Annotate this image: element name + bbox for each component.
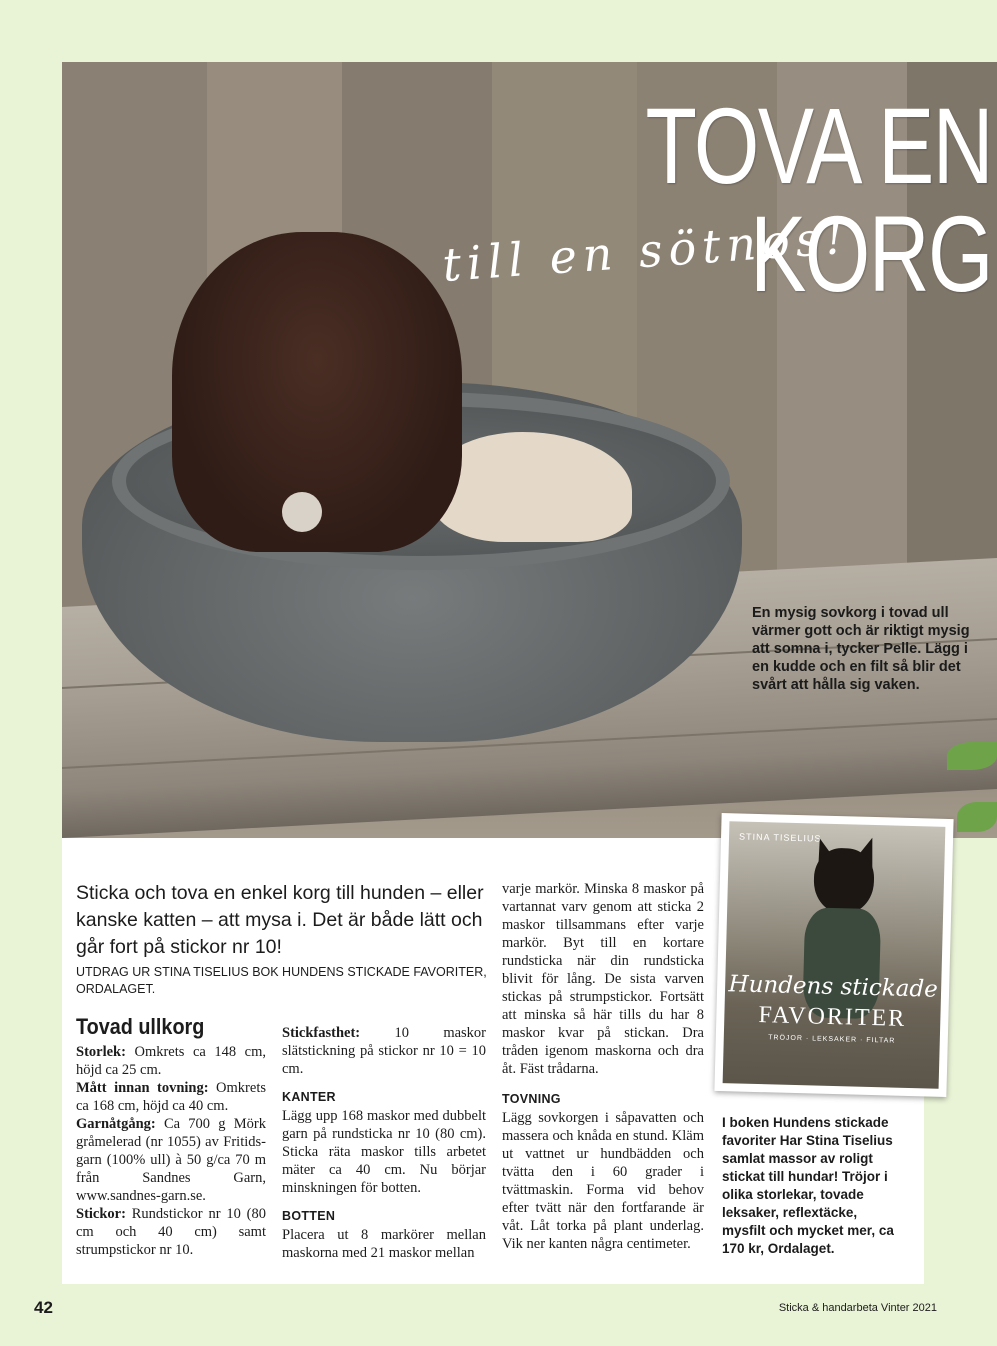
book-dog: [813, 847, 875, 915]
spec-value: Omkrets ca 148 cm, höjd ca 25 cm.: [76, 1044, 266, 1078]
page-title: TOVA EN KORG: [645, 85, 992, 314]
spec-label: Mått innan tovning:: [76, 1080, 209, 1096]
spec-value: Omkrets ca 168 cm, höjd ca 40 cm.: [76, 1080, 266, 1114]
tovning-heading: TOVNING: [502, 1092, 561, 1106]
book-title-script: Hundens stickade: [728, 971, 939, 1003]
book-author: STINA TISELIUS: [738, 831, 822, 844]
leaf: [947, 742, 997, 770]
book-dog-sweater: [802, 907, 881, 1019]
book-cover: [714, 813, 953, 1097]
spec-label: Storlek:: [76, 1044, 126, 1060]
page-number: 42: [34, 1298, 53, 1317]
kanter-heading: KANTER: [282, 1090, 336, 1104]
magazine-footer: Sticka & handarbeta Vinter 2021: [778, 1302, 937, 1314]
puppy-chest-patch: [282, 492, 322, 532]
spec-value: 10 maskor slätstickning på stickor nr 10 = 10 cm.: [282, 1025, 486, 1077]
instructions-column-1: [282, 1024, 486, 1262]
botten-text: Placera ut 8 markörer mellan maskorna med 21 maskor mellan: [282, 1227, 486, 1261]
photo-caption: En mysig sovkorg i tovad ull värmer gott och är riktigt mysig att somna i, tycker Pelle. Lägg i en kudde och en filt så blir det svårt att hålla sig vaken.: [752, 605, 970, 693]
spec-label: Garnåtgång:: [76, 1116, 156, 1132]
continued-text: varje markör. Minska 8 maskor på vartannat varv genom att sticka 2 maskor tillsammans efter varje markör. Byt till en kortare rundsticka när din rundsticka blivit för lång. De sista varven stickas på strumpstickor. Fortsätt att minska så här tills du har 8 maskor kvar på stickan. Dra tråden igenom maskorna och dra åt. Fäst trådarna.: [502, 881, 704, 1077]
spec-value: Ca 700 g Mörk gråmelerad (nr 1055) av Fritids-garn (100% ull) à 50 g/ca 70 m från Sandnes Garn, www.sandnes-garn.se.: [76, 1116, 266, 1204]
section-title: Tovad ullkorg: [76, 1014, 205, 1039]
leaf: [957, 802, 997, 832]
hero-photo: [62, 62, 997, 838]
book-title-caps: FAVORITER: [758, 1002, 907, 1032]
botten-heading: BOTTEN: [282, 1209, 336, 1223]
book-caption: I boken Hundens stickade favoriter Har Stina Tiselius samlat massor av roligt stickat till hundar! Tröjor i olika storlekar, tovade leksaker, reflextäcke, mysfilt och mycket mer, ca 170 kr, Ordalaget.: [722, 1115, 894, 1256]
instructions-column-2: [502, 880, 704, 1253]
spec-value: Rundstickor nr 10 (80 cm och 40 cm) samt strumpstickor nr 10.: [76, 1206, 266, 1258]
excerpt-credit: UTDRAG UR STINA TISELIUS BOK HUNDENS STICKADE FAVORITER, ORDALAGET.: [76, 965, 487, 996]
spec-label: Stickor:: [76, 1206, 126, 1222]
intro-text: Sticka och tova en enkel korg till hunden – eller kanske katten – att mysa i. Det är både lätt och går fort på stickor nr 10!: [76, 882, 484, 958]
spec-label: Stickfasthet:: [282, 1025, 361, 1041]
book-cover-image: [723, 821, 946, 1089]
kanter-text: Lägg upp 168 maskor med dubbelt garn på rundsticka nr 10 (80 cm). Sticka räta maskor tills arbetet mäter ca 40 cm. Nu börjar minskningen för botten.: [282, 1108, 486, 1196]
specs-column: [76, 1043, 266, 1259]
page-subtitle: till en sötnos!: [440, 209, 852, 292]
book-tags: TRÖJOR · LEKSAKER · FILTAR: [768, 1034, 896, 1045]
tovning-text: Lägg sovkorgen i såpavatten och massera och knåda en stund. Kläm ut vattnet ur hundbädden och tvätta den i 60 grader i tvättmaskin. Forma vid behov efter tvätt när den fortfarande är våt. Låt torka på plant underlag. Vik ner kanten några centimeter.: [502, 1110, 704, 1252]
